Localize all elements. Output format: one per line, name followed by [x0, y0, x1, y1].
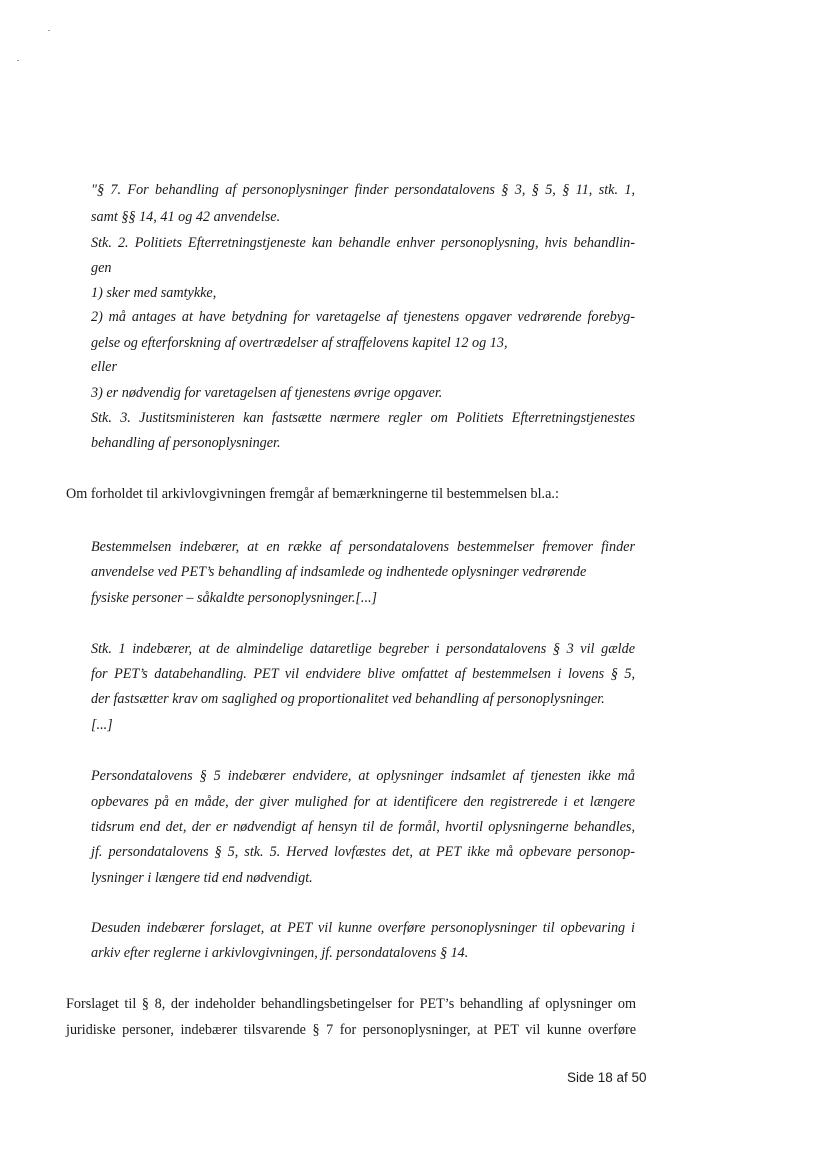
quote-line: eller [91, 359, 117, 375]
quote-line: samt §§ 14, 41 og 42 anvendelse. [91, 209, 281, 225]
remarks-line: der fastsætter krav om saglighed og proportionalitet ved behandling af personoplysninger. [91, 691, 605, 707]
quote-line: 3) er nødvendig for varetagelsen af tjenestens øvrige opgaver. [91, 385, 443, 401]
remarks-line: Persondatalovens § 5 indebærer endvidere, at oplysninger indsamlet af tjenesten ikke må [91, 768, 635, 784]
body-line: juridiske personer, indebærer tilsvarende § 7 for personoplysninger, at PET vil kunne overføre [66, 1022, 636, 1038]
scan-speck [17, 60, 19, 61]
remarks-line: for PET’s databehandling. PET vil endvidere blive omfattet af bestemmelsen i lovens § 5, [91, 666, 635, 682]
remarks-line: fysiske personer – såkaldte personoplysninger.[...] [91, 590, 378, 606]
quote-line: "§ 7. For behandling af personoplysninger finder persondatalovens § 3, § 5, § 11, stk. 1, [91, 182, 635, 198]
remarks-line: jf. persondatalovens § 5, stk. 5. Herved lovfæstes det, at PET ikke må opbevare personop- [91, 844, 635, 860]
quote-line: behandling af personoplysninger. [91, 435, 281, 451]
quote-line: Stk. 3. Justitsministeren kan fastsætte nærmere regler om Politiets Efterretningstjenestes [91, 410, 635, 426]
body-line: Forslaget til § 8, der indeholder behandlingsbetingelser for PET’s behandling af oplysninger om [66, 996, 636, 1012]
remarks-line: anvendelse ved PET’s behandling af indsamlede og indhentede oplysninger vedrørende [91, 564, 587, 580]
scan-speck [48, 30, 50, 31]
remarks-line: [...] [91, 717, 113, 733]
quote-line: gen [91, 260, 112, 276]
remarks-line: opbevares på en måde, der giver mulighed for at identificere den registrerede i et længere [91, 794, 635, 810]
remarks-line: lysninger i længere tid end nødvendigt. [91, 870, 313, 886]
quote-line: Stk. 2. Politiets Efterretningstjeneste kan behandle enhver personoplysning, hvis behandlin- [91, 235, 635, 251]
remarks-line: Stk. 1 indebærer, at de almindelige dataretlige begreber i persondatalovens § 3 vil gælde [91, 641, 635, 657]
remarks-line: arkiv efter reglerne i arkivlovgivningen, jf. persondatalovens § 14. [91, 945, 469, 961]
remarks-line: tidsrum end det, der er nødvendigt af hensyn til de formål, hvortil oplysningerne behandles, [91, 819, 635, 835]
quote-line: gelse og efterforskning af overtrædelser af straffelovens kapitel 12 og 13, [91, 335, 508, 351]
remarks-line: Bestemmelsen indebærer, at en række af persondatalovens bestemmelser fremover finder [91, 539, 635, 555]
intro-paragraph: Om forholdet til arkivlovgivningen fremgår af bemærkningerne til bestemmelsen bl.a.: [66, 486, 559, 502]
remarks-line: Desuden indebærer forslaget, at PET vil kunne overføre personoplysninger til opbevaring i [91, 920, 635, 936]
quote-line: 2) må antages at have betydning for varetagelse af tjenestens opgaver vedrørende forebyg- [91, 309, 635, 325]
page-number: Side 18 af 50 [567, 1070, 647, 1085]
quote-line: 1) sker med samtykke, [91, 285, 217, 301]
